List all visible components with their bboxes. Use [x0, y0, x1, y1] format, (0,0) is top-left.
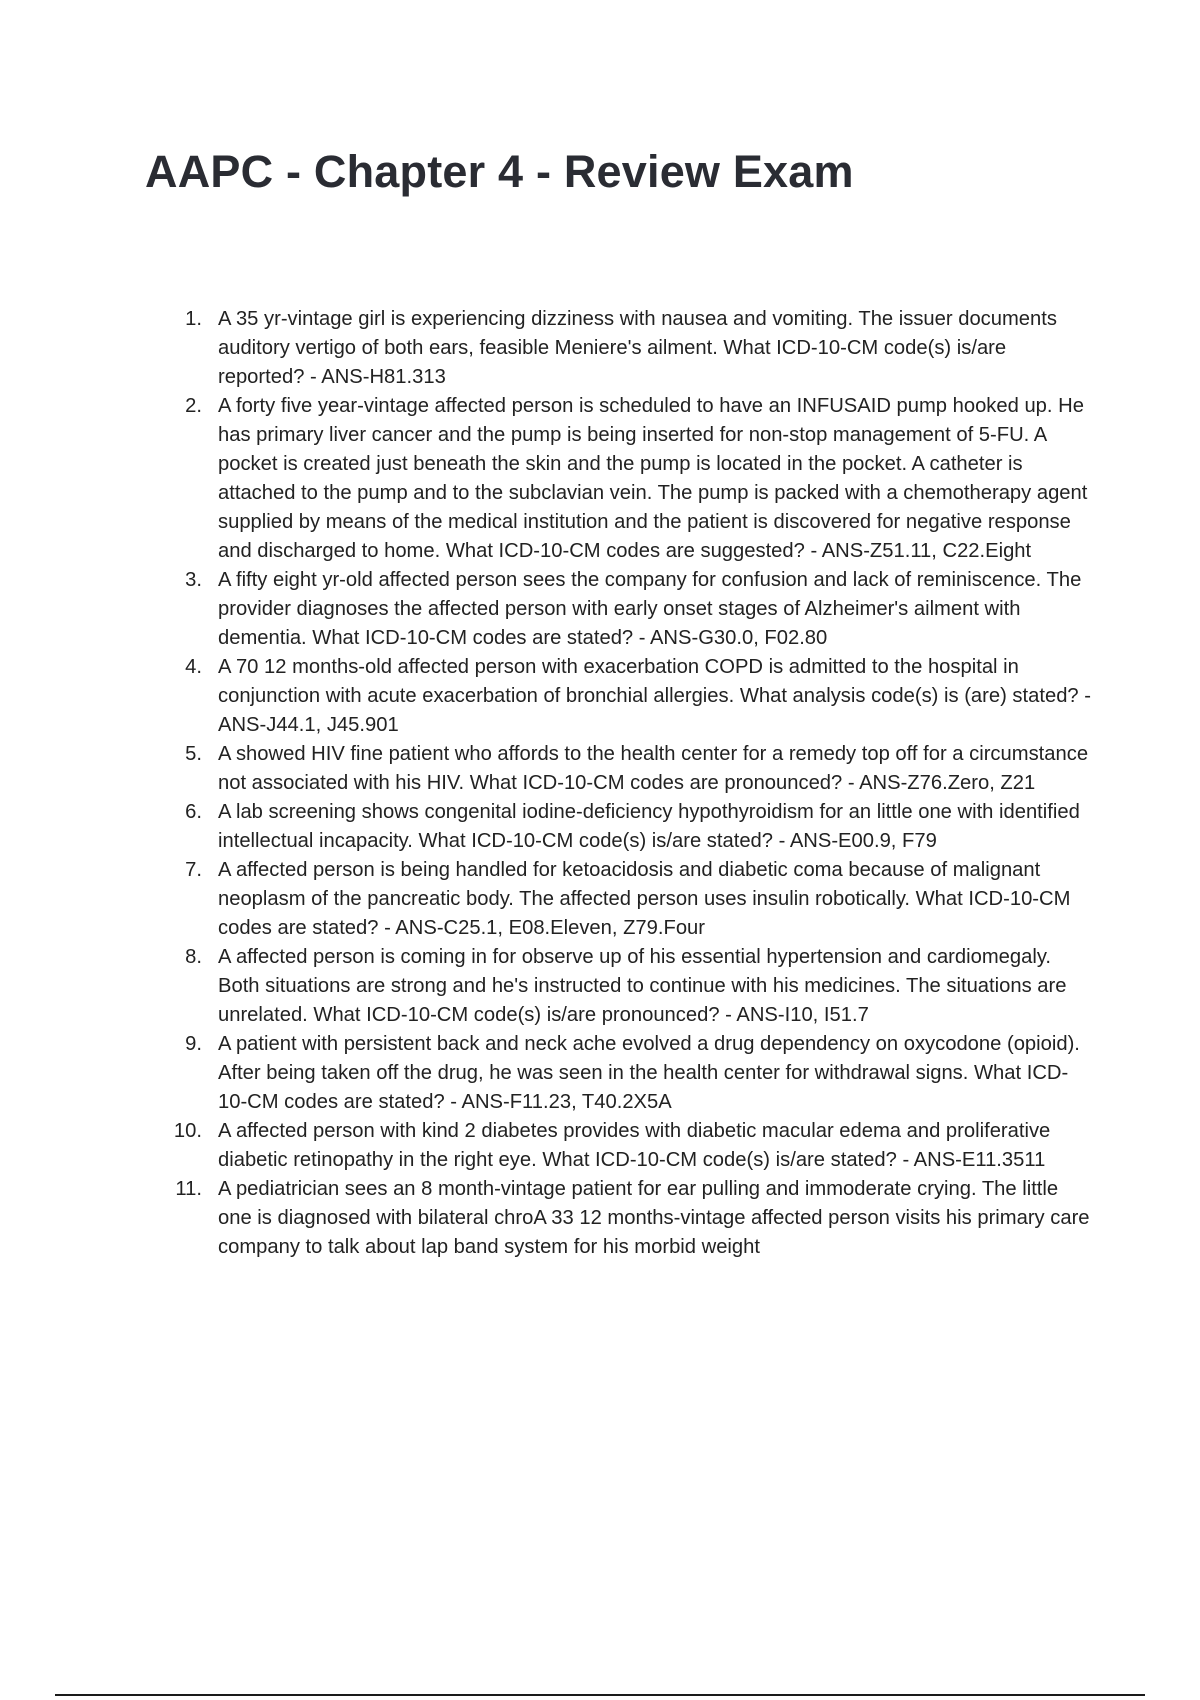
question-text: A 70 12 months-old affected person with exacerbation COPD is admitted to the hospital in conjunction with acute exacerbation of bronchial allergies. What analysis code(s) is (are) stated? - ANS-J44.1, J45.901 [218, 656, 1091, 736]
list-item [0, 305, 1092, 392]
question-number: 6. [185, 801, 202, 823]
page-title: AAPC - Chapter 4 - Review Exam [145, 146, 854, 197]
question-text: A affected person is being handled for ketoacidosis and diabetic coma because of malignant neoplasm of the pancreatic body. The affected person uses insulin robotically. What ICD-10-CM codes are stated? - ANS-C25.1, E08.Eleven, Z79.Four [218, 859, 1071, 939]
question-text: A forty five year-vintage affected person is scheduled to have an INFUSAID pump hooked up. He has primary liver cancer and the pump is being inserted for non-stop management of 5-FU. A pocket is created just beneath the skin and the pump is located in the pocket. A catheter is attached to the pump and to the subclavian vein. The pump is packed with a chemotherapy agent supplied by means of the medical institution and the patient is discovered for negative response and discharged to home. What ICD-10-CM codes are suggested? - ANS-Z51.11, C22.Eight [218, 395, 1088, 562]
list-item [0, 856, 1092, 943]
question-text: A lab screening shows congenital iodine-deficiency hypothyroidism for an little one with identified intellectual incapacity. What ICD-10-CM code(s) is/are stated? - ANS-E00.9, F79 [218, 801, 1080, 852]
list-item [0, 653, 1092, 740]
list-item [0, 740, 1092, 798]
question-number: 8. [185, 946, 202, 968]
question-number: 1. [185, 308, 202, 330]
question-text: A affected person is coming in for observe up of his essential hypertension and cardiomegaly. Both situations are strong and he's instructed to continue with his medicines. The situations are unrelated. What ICD-10-CM code(s) is/are pronounced? - ANS-I10, I51.7 [218, 946, 1067, 1026]
list-item [0, 1175, 1092, 1262]
list-item [0, 566, 1092, 653]
question-number: 3. [185, 569, 202, 591]
question-text: A showed HIV fine patient who affords to the health center for a remedy top off for a circumstance not associated with his HIV. What ICD-10-CM codes are pronounced? - ANS-Z76.Zero, Z21 [218, 743, 1089, 794]
list-item [0, 1030, 1092, 1117]
page-bottom-divider [55, 1694, 1145, 1696]
question-number: 10. [173, 1120, 202, 1142]
question-text: A patient with persistent back and neck ache evolved a drug dependency on oxycodone (opioid). After being taken off the drug, he was seen in the health center for withdrawal signs. What ICD-10-CM codes are stated? - ANS-F11.23, T40.2X5A [218, 1033, 1080, 1113]
question-number: 5. [185, 743, 202, 765]
question-text: A fifty eight yr-old affected person sees the company for confusion and lack of reminiscence. The provider diagnoses the affected person with early onset stages of Alzheimer's ailment with dementia. What ICD-10-CM codes are stated? - ANS-G30.0, F02.80 [218, 569, 1082, 649]
question-list [0, 305, 1200, 1262]
question-number: 4. [185, 656, 202, 678]
list-item [0, 943, 1092, 1030]
question-text: A pediatrician sees an 8 month-vintage patient for ear pulling and immoderate crying. The little one is diagnosed with bilateral chroA 33 12 months-vintage affected person visits his primary care company to talk about lap band system for his morbid weight [218, 1178, 1090, 1258]
question-text: A affected person with kind 2 diabetes provides with diabetic macular edema and proliferative diabetic retinopathy in the right eye. What ICD-10-CM code(s) is/are stated? - ANS-E11.3511 [218, 1120, 1051, 1171]
question-number: 9. [185, 1033, 202, 1055]
question-text: A 35 yr-vintage girl is experiencing dizziness with nausea and vomiting. The issuer documents auditory vertigo of both ears, feasible Meniere's ailment. What ICD-10-CM code(s) is/are reported? - ANS-H81.313 [218, 308, 1057, 388]
question-number: 7. [185, 859, 202, 881]
list-item [0, 798, 1092, 856]
list-item [0, 392, 1092, 566]
question-number: 11. [175, 1178, 202, 1200]
list-item [0, 1117, 1092, 1175]
question-number: 2. [185, 395, 202, 417]
